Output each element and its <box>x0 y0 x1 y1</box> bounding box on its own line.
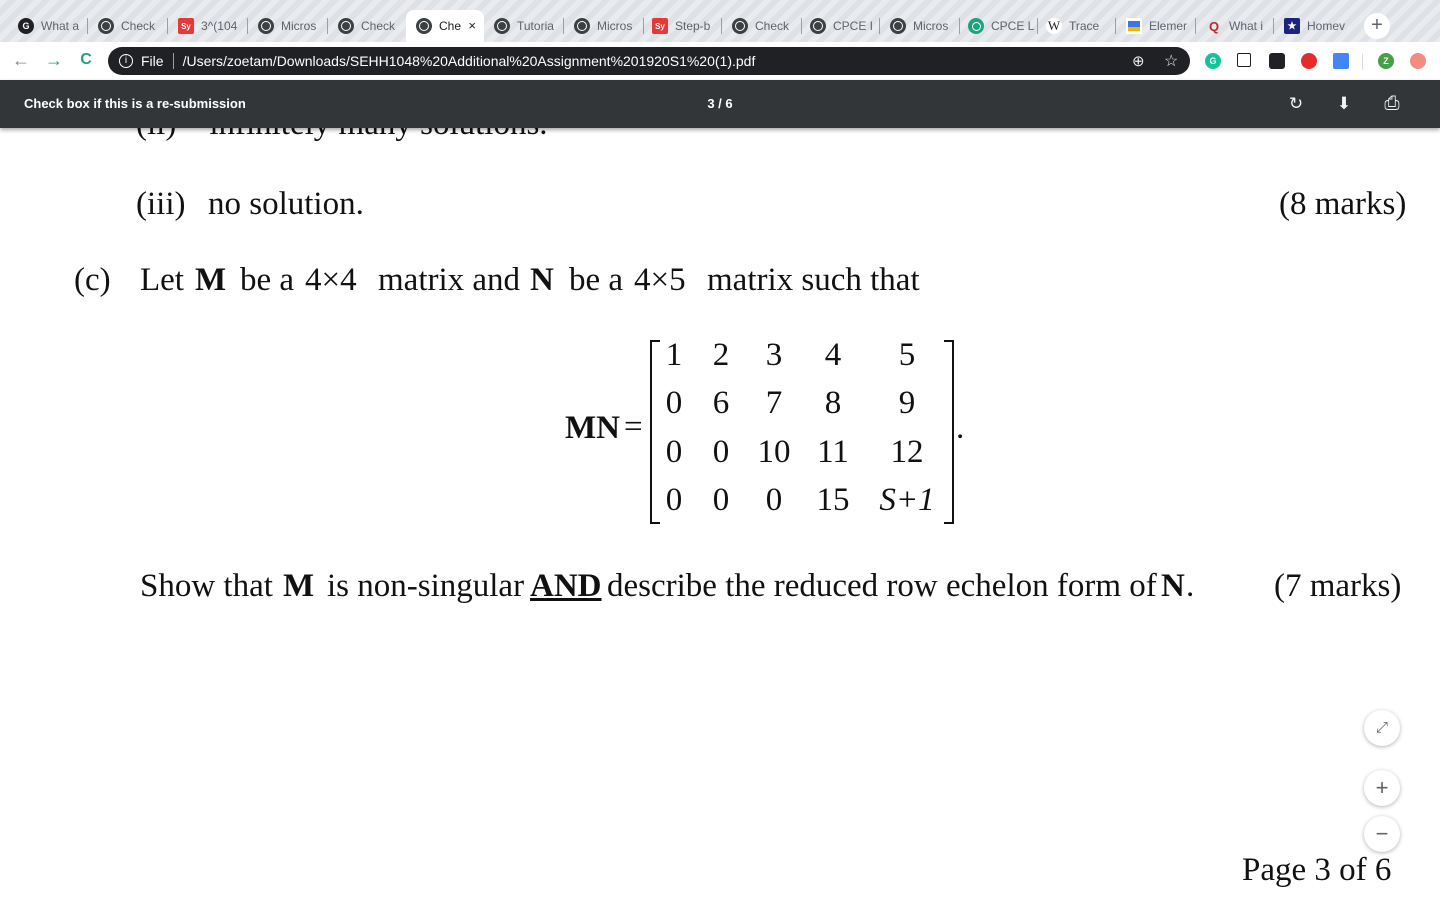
and-emphasis: AND <box>530 568 602 604</box>
matrix-cell: 11 <box>817 434 849 470</box>
intro-be-a: be a <box>569 262 624 298</box>
reload-button[interactable]: C <box>80 51 92 68</box>
symbolab-icon: Sy <box>178 18 194 34</box>
fit-to-page-button[interactable]: ⤢ <box>1364 710 1400 746</box>
zoom-out-button[interactable]: − <box>1364 816 1400 852</box>
bookmark-star-icon[interactable]: ☆ <box>1164 53 1179 70</box>
translate-extension-icon[interactable] <box>1333 53 1349 69</box>
url-text[interactable]: /Users/zoetam/Downloads/SEHH1048%20Additional%20Assignment%201920S1%20(1).pdf <box>182 53 756 69</box>
pdf-document-title: Check box if this is a re-submission <box>24 96 246 111</box>
pdf-toolbar <box>0 80 1440 128</box>
tab-title: Check <box>755 19 790 33</box>
tab-title: What i <box>1229 19 1264 33</box>
matrix-cell: 9 <box>898 385 916 421</box>
matrix-cell: 0 <box>665 434 683 470</box>
tab-title: CPCE I <box>833 19 874 33</box>
matrix-cell: 5 <box>898 337 916 373</box>
describe-rref: describe the reduced row echelon form of <box>607 568 1157 604</box>
matrix-cell: 2 <box>712 337 730 373</box>
tab-8[interactable] <box>564 10 644 42</box>
sentence-end: . <box>1186 568 1195 604</box>
intro-be-a: be a <box>240 262 295 298</box>
equals-sign: = <box>624 409 643 445</box>
quora-icon: Q <box>1208 18 1220 34</box>
tab-title: Micros <box>597 19 633 33</box>
print-icon[interactable]: ⎙ <box>1384 93 1400 114</box>
globe-icon <box>98 18 114 34</box>
matrix-cell: 0 <box>665 482 683 518</box>
matrix-cell: 10 <box>757 434 791 470</box>
cpce-icon <box>968 18 984 34</box>
tab-title: Step-b <box>675 19 711 33</box>
matrix-cell: 0 <box>712 482 730 518</box>
intro-matrix-such-that: matrix such that <box>707 262 920 298</box>
tab-5[interactable] <box>328 10 408 42</box>
marks-label: (7 marks) <box>1274 568 1402 604</box>
matrix-cell: 15 <box>816 482 850 518</box>
profile-avatar[interactable]: Z <box>1378 53 1394 69</box>
matrix-cell: 0 <box>765 482 783 518</box>
opera-extension-icon[interactable] <box>1301 53 1317 69</box>
is-non-singular: is non-singular <box>327 568 525 604</box>
tab-1[interactable] <box>8 10 88 42</box>
globe-icon <box>732 18 748 34</box>
elementary-icon <box>1126 18 1142 34</box>
globe-icon <box>810 18 826 34</box>
matrix-cell: S+1 <box>879 482 935 518</box>
matrix-cell: 8 <box>824 385 842 421</box>
matrix-cell: 4 <box>824 337 842 373</box>
info-icon[interactable]: i <box>119 54 133 68</box>
zoom-icon[interactable]: ⊕ <box>1132 53 1145 70</box>
update-icon[interactable] <box>1410 53 1426 69</box>
matrix-mn <box>650 337 954 524</box>
dimension-M: 4×4 <box>305 262 357 298</box>
tab-17[interactable] <box>1274 10 1354 42</box>
tab-title: Che <box>439 19 462 33</box>
tab-7[interactable] <box>484 10 564 42</box>
tab-title: Micros <box>913 19 949 33</box>
tab-3[interactable] <box>168 10 248 42</box>
matrix-cell: 7 <box>765 385 783 421</box>
grammarly-extension-icon[interactable]: G <box>1205 53 1221 69</box>
symbol-N: N <box>1161 568 1185 604</box>
page-footer: Page 3 of 6 <box>1242 852 1392 888</box>
item-iii-label: (iii) <box>136 186 186 222</box>
glasses-extension-icon[interactable] <box>1269 53 1285 69</box>
matrix-cell: 12 <box>890 434 924 470</box>
tab-title: Elemer <box>1149 19 1188 33</box>
close-tab-icon[interactable]: × <box>468 18 476 33</box>
tab-14[interactable] <box>1036 10 1116 42</box>
matrix-cell: 3 <box>765 337 783 373</box>
tab-active[interactable] <box>406 10 484 42</box>
tab-title: 3^(104 <box>201 19 238 33</box>
scheme-label: File <box>141 53 164 69</box>
tab-13[interactable] <box>958 10 1038 42</box>
tab-2[interactable] <box>88 10 168 42</box>
tab-9[interactable] <box>642 10 722 42</box>
tab-title: Micros <box>281 19 317 33</box>
download-icon[interactable]: ⬇ <box>1336 94 1352 113</box>
symbol-M: M <box>195 262 227 298</box>
dimension-N: 4×5 <box>634 262 686 298</box>
dictionary-extension-icon[interactable] <box>1237 53 1251 67</box>
tab-title: Check <box>121 19 156 33</box>
matrix-cell: 6 <box>712 385 730 421</box>
tab-title: Tutoria <box>517 19 554 33</box>
show-that: Show that <box>140 568 273 604</box>
tab-16[interactable] <box>1196 10 1274 42</box>
tab-title: Homev <box>1307 19 1346 33</box>
matrix-period: . <box>956 410 965 446</box>
tab-title: What a <box>41 19 80 33</box>
tab-title: CPCE L <box>991 19 1035 33</box>
address-bar[interactable] <box>108 47 1190 75</box>
symbol-N: N <box>530 262 554 298</box>
intro-matrix-and: matrix and <box>378 262 521 298</box>
new-tab-button[interactable]: + <box>1364 13 1390 39</box>
zoom-in-button[interactable]: + <box>1364 770 1400 806</box>
tab-title: Check <box>361 19 396 33</box>
globe-icon <box>338 18 354 34</box>
globe-icon <box>258 18 274 34</box>
tab-15[interactable] <box>1116 10 1196 42</box>
tab-11[interactable] <box>800 10 880 42</box>
tab-12[interactable] <box>880 10 960 42</box>
globe-icon <box>416 18 432 34</box>
tab-title: Trace <box>1069 19 1100 33</box>
symbol-M: M <box>283 568 315 604</box>
forward-button[interactable]: → <box>45 50 63 70</box>
page-indicator: 3 / 6 <box>707 96 733 111</box>
marks-label: (8 marks) <box>1279 186 1407 222</box>
matrix-cell: 0 <box>712 434 730 470</box>
tab-10[interactable] <box>722 10 802 42</box>
part-c-label: (c) <box>74 262 111 298</box>
matrix-cell: 0 <box>665 385 683 421</box>
globe-icon <box>890 18 906 34</box>
home-icon: ★ <box>1284 18 1300 34</box>
tab-strip <box>0 0 1440 42</box>
item-iii-text: no solution. <box>208 186 364 222</box>
pdf-page <box>0 128 1440 900</box>
g-icon: G <box>18 18 34 34</box>
globe-icon <box>494 18 510 34</box>
intro-let: Let <box>140 262 184 298</box>
back-button[interactable]: ← <box>12 50 30 70</box>
wikipedia-icon: W <box>1047 18 1061 33</box>
mn-label: MN <box>565 410 620 446</box>
rotate-icon[interactable]: ↻ <box>1288 94 1304 113</box>
globe-icon <box>574 18 590 34</box>
browser-toolbar <box>0 42 1440 80</box>
matrix-cell: 1 <box>665 337 683 373</box>
symbolab-icon: Sy <box>652 18 668 34</box>
tab-4[interactable] <box>248 10 328 42</box>
